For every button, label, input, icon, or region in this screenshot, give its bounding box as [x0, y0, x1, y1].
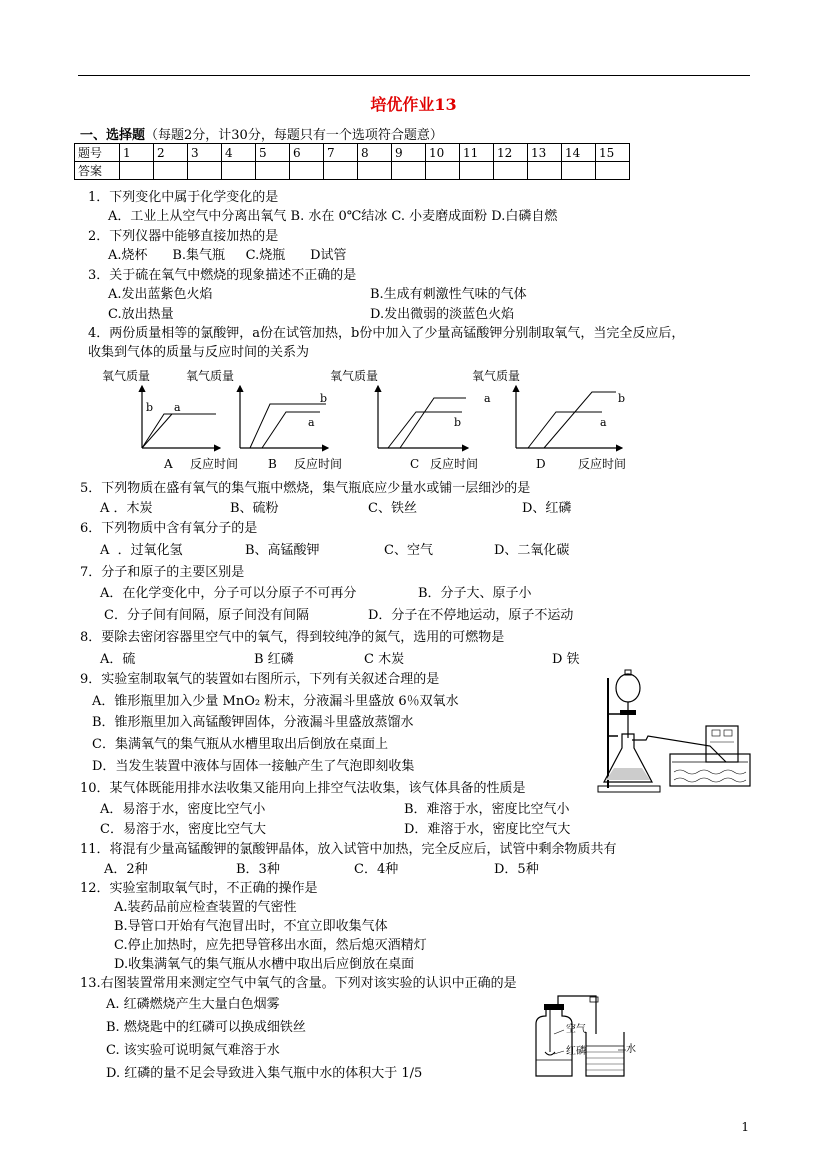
question-5-option-c: C、铁丝 — [368, 501, 417, 516]
answer-cell[interactable] — [154, 162, 188, 180]
number-cell: 10 — [426, 144, 460, 162]
answer-table-number-row — [75, 144, 630, 162]
graph-c-curve-b — [388, 412, 462, 448]
question-9: 9．实验室制取氧气的装置如右图所示，下列有关叙述合理的是 — [80, 672, 440, 687]
question-12-option-d: D.收集满氧气的集气瓶从水槽中取出后应倒放在桌面 — [114, 957, 415, 972]
section-note: （每题2分，计30分，每题只有一个选项符合题意） — [145, 128, 443, 143]
question-6-option-b: B、高锰酸钾 — [245, 543, 320, 558]
graph-a-curve-b — [142, 414, 216, 448]
number-cell: 1 — [120, 144, 154, 162]
question-9-option-d: D．当发生装置中液体与固体一接触产生了气泡即刻收集 — [92, 759, 415, 774]
question-12-option-a: A.装药品前应检查装置的气密性 — [114, 900, 297, 915]
answer-cell[interactable] — [120, 162, 154, 180]
question-6: 6．下列物质中含有氧分子的是 — [80, 521, 258, 536]
question-10-option-a: A．易溶于水，密度比空气小 — [100, 802, 266, 817]
number-cell: 4 — [222, 144, 256, 162]
question-2: 2．下列仪器中能够直接加热的是 — [88, 229, 279, 244]
answer-cell[interactable] — [358, 162, 392, 180]
graph-a-curve-a — [142, 414, 172, 448]
question-5-option-a: A ．木炭 — [100, 501, 153, 516]
question-8-option-b: B 红磷 — [254, 652, 294, 667]
number-cell: 15 — [596, 144, 630, 162]
question-3-option-c: C.放出热量 — [108, 307, 174, 322]
number-cell: 6 — [290, 144, 324, 162]
answer-cell[interactable] — [460, 162, 494, 180]
number-cell: 3 — [188, 144, 222, 162]
answer-cell[interactable] — [188, 162, 222, 180]
graph-a-ylabel: 氧气质量 — [102, 369, 151, 383]
answer-cell[interactable] — [290, 162, 324, 180]
question-3: 3．关于硫在氧气中燃烧的现象描述不正确的是 — [88, 268, 357, 283]
question-2-options: A.烧杯 B.集气瓶 C.烧瓶 D试管 — [108, 248, 347, 263]
graph-b-label-a: a — [308, 416, 315, 429]
graph-a-label-b: b — [146, 401, 154, 414]
oxygen-apparatus-figure — [596, 668, 754, 796]
number-cell: 7 — [324, 144, 358, 162]
number-cell: 2 — [154, 144, 188, 162]
question-7-option-d: D．分子在不停地运动，原子不运动 — [368, 608, 574, 623]
question-13-option-d: D. 红磷的量不足会导致进入集气瓶中水的体积大于 1/5 — [106, 1066, 423, 1081]
question-4-line-2: 收集到气体的质量与反应时间的关系为 — [88, 345, 310, 360]
answer-cell[interactable] — [222, 162, 256, 180]
header-rule — [78, 75, 750, 76]
question-9-option-c: C．集满氧气的集气瓶从水槽里取出后倒放在桌面上 — [92, 737, 388, 752]
question-1-options: A．工业上从空气中分离出氧气 B. 水在 0℃结冰 C. 小麦磨成面粉 D.白磷自燃 — [108, 209, 558, 224]
question-8: 8．要除去密闭容器里空气中的氧气，得到较纯净的氮气，选用的可燃物是 — [80, 630, 505, 645]
number-cell: 14 — [562, 144, 596, 162]
number-cell: 5 — [256, 144, 290, 162]
question-8-option-c: C 木炭 — [364, 652, 405, 667]
graph-a-letter: A — [164, 457, 173, 471]
question-1: 1．下列变化中属于化学变化的是 — [88, 190, 279, 205]
graph-b — [186, 368, 342, 471]
question-10-option-b: B．难溶于水，密度比空气小 — [404, 802, 570, 817]
graph-d-curve-a — [528, 412, 602, 448]
number-cell: 8 — [358, 144, 392, 162]
question-7-option-c: C．分子间有间隔，原子间没有间隔 — [104, 608, 309, 623]
answer-table — [74, 143, 630, 180]
graph-d-label-a: a — [600, 416, 607, 429]
answer-cell[interactable] — [426, 162, 460, 180]
question-12-option-b: B.导管口开始有气泡冒出时，不宜立即收集气体 — [114, 919, 388, 934]
answer-cell[interactable] — [562, 162, 596, 180]
question-3-option-d: D.发出微弱的淡蓝色火焰 — [370, 307, 515, 322]
answer-cell[interactable] — [324, 162, 358, 180]
graph-c-label-b: b — [454, 416, 462, 429]
graph-a — [102, 368, 238, 471]
graph-c-ylabel: 氧气质量 — [330, 369, 379, 383]
section-title: 一、选择题 — [80, 128, 146, 143]
answer-cell[interactable] — [494, 162, 528, 180]
page-title: 培优作业13 — [370, 95, 457, 114]
question-6-option-a: A ．过氧化氢 — [100, 543, 183, 558]
question-5: 5．下列物质在盛有氧气的集气瓶中燃烧，集气瓶底应少量水或铺一层细沙的是 — [80, 481, 531, 496]
label-red-phosphorus: 红磷 — [566, 1046, 586, 1057]
question-11-option-c: C．4种 — [354, 862, 399, 877]
question-9-option-a: A．锥形瓶里加入少量 MnO₂ 粉末，分液漏斗里盛放 6％双氧水 — [92, 694, 459, 709]
question-13-option-a: A. 红磷燃烧产生大量白色烟雾 — [106, 997, 280, 1012]
question-6-option-d: D、二氧化碳 — [494, 543, 570, 558]
question-13: 13.右图装置常用来测定空气中氧气的含量。下列对该实验的认识中正确的是 — [80, 976, 517, 991]
answer-cell[interactable] — [256, 162, 290, 180]
number-cell: 12 — [494, 144, 528, 162]
question-3-option-b: B.生成有刺激性气味的气体 — [370, 287, 527, 302]
graph-d — [472, 368, 626, 471]
graph-b-label-b: b — [320, 392, 328, 405]
graph-c-label-a: a — [484, 392, 491, 405]
section-heading — [80, 124, 443, 143]
question-5-option-b: B、硫粉 — [230, 501, 279, 516]
graph-c — [330, 368, 491, 471]
question-8-option-d: D 铁 — [552, 652, 580, 667]
question-11-option-b: B．3种 — [236, 862, 280, 877]
question-12-option-c: C.停止加热时，应先把导管移出水面，然后熄灭酒精灯 — [114, 938, 427, 953]
answer-cell[interactable] — [392, 162, 426, 180]
graph-a-xlabel: 反应时间 — [190, 457, 239, 471]
answer-table-answer-row — [75, 162, 630, 180]
question-11-option-d: D．5种 — [494, 862, 539, 877]
air-oxygen-figure — [526, 994, 646, 1080]
question-4-line-1: 4．两份质量相等的氯酸钾，a份在试管加热，b份中加入了少量高锰酸钾分别制取氧气，当完全反应后， — [88, 326, 685, 341]
number-header-cell: 题号 — [75, 144, 120, 162]
question-9-option-b: B．锥形瓶里加入高锰酸钾固体，分液漏斗里盛放蒸馏水 — [92, 715, 414, 730]
graph-a-label-a: a — [174, 401, 181, 414]
question-3-option-a: A.发出蓝紫色火焰 — [108, 287, 213, 302]
page-number: 1 — [741, 1120, 749, 1134]
graph-d-ylabel: 氧气质量 — [472, 369, 521, 383]
question-7-option-b: B．分子大、原子小 — [418, 586, 532, 601]
number-cell: 13 — [528, 144, 562, 162]
graph-b-xlabel: 反应时间 — [294, 457, 343, 471]
graph-d-letter: D — [536, 457, 546, 471]
question-11-option-a: A．2种 — [104, 862, 148, 877]
answer-header-cell: 答案 — [75, 162, 120, 180]
question-13-option-b: B. 燃烧匙中的红磷可以换成细铁丝 — [106, 1020, 306, 1035]
question-12: 12．实验室制取氧气时，不正确的操作是 — [80, 881, 318, 896]
question-5-option-d: D、红磷 — [522, 501, 572, 516]
question-8-option-a: A．硫 — [100, 652, 136, 667]
graph-d-xlabel: 反应时间 — [578, 457, 627, 471]
label-air: 空气 — [566, 1024, 586, 1035]
graph-b-curve-b — [250, 404, 326, 448]
question-10-option-d: D．难溶于水，密度比空气大 — [404, 822, 571, 837]
question-13-option-c: C. 该实验可说明氮气难溶于水 — [106, 1043, 280, 1058]
number-cell: 11 — [460, 144, 494, 162]
question-10-option-c: C．易溶于水，密度比空气大 — [100, 822, 266, 837]
question-4-graphs — [90, 362, 650, 474]
number-cell: 9 — [392, 144, 426, 162]
answer-cell[interactable] — [528, 162, 562, 180]
question-10: 10．某气体既能用排水法收集又能用向上排空气法收集，该气体具备的性质是 — [80, 781, 526, 796]
question-7: 7．分子和原子的主要区别是 — [80, 565, 245, 580]
graph-b-ylabel: 氧气质量 — [186, 369, 235, 383]
question-11: 11．将混有少量高锰酸钾的氯酸钾晶体，放入试管中加热，完全反应后，试管中剩余物质共有 — [80, 842, 617, 857]
graph-d-label-b: b — [618, 392, 626, 405]
question-7-option-a: A．在化学变化中，分子可以分原子不可再分 — [100, 586, 357, 601]
answer-cell[interactable] — [596, 162, 630, 180]
question-6-option-c: C、空气 — [384, 543, 433, 558]
graph-c-letter: C — [410, 457, 420, 471]
graph-c-xlabel: 反应时间 — [430, 457, 479, 471]
graph-b-letter: B — [268, 457, 277, 471]
label-water: 水 — [626, 1044, 636, 1055]
